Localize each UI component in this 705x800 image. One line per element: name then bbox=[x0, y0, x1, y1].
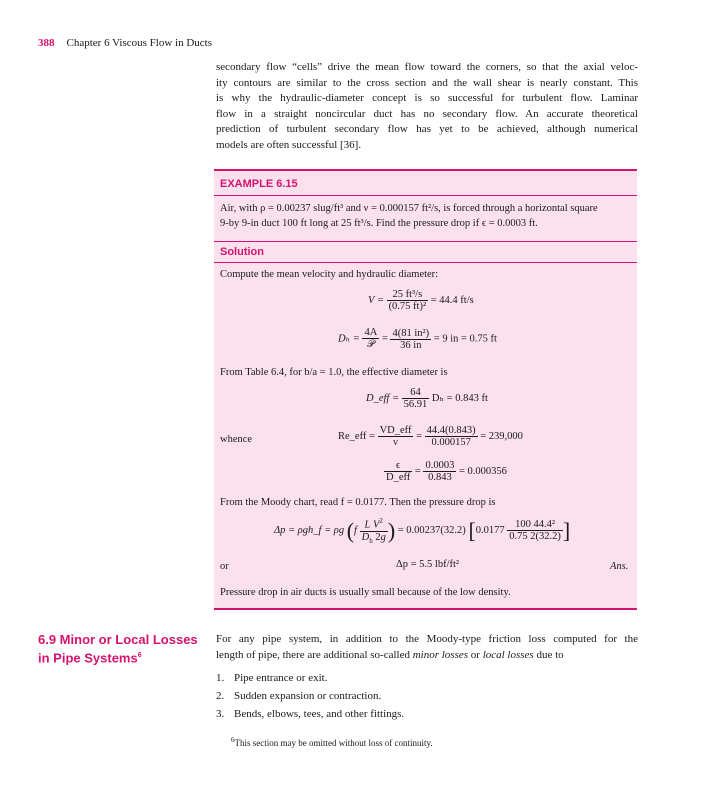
eq-effective-diameter bbox=[366, 387, 488, 410]
fraction bbox=[360, 517, 388, 545]
fraction bbox=[423, 460, 456, 483]
numerator: 44.4(0.843) bbox=[426, 425, 476, 436]
section-heading-line: 6.9 Minor or Local Losses bbox=[38, 632, 198, 647]
closing-text: Pressure drop in air ducts is usually small because of the low density. bbox=[220, 587, 511, 598]
solution-divider-bottom bbox=[214, 262, 637, 263]
intro-line: ity contours are similar to the cross section and the wall shear is nearly constant. This bbox=[216, 76, 638, 89]
solution-divider-top bbox=[214, 241, 637, 242]
intro-paragraph bbox=[216, 60, 638, 153]
eq-lhs: D_eff = bbox=[366, 392, 400, 404]
eq-result: = 44.4 ft/s bbox=[430, 294, 474, 306]
problem-line: Air, with ρ = 0.00237 slug/ft³ and ν = 0.000157 ft²/s, is forced through a horizontal square bbox=[220, 203, 598, 214]
step-2-text: From Table 6.4, for b/a = 1.0, the effective diameter is bbox=[220, 367, 448, 378]
running-header bbox=[38, 33, 212, 51]
example-problem bbox=[220, 201, 632, 231]
eq-velocity bbox=[368, 289, 474, 312]
eq-lhs: Δp = ρgh_f = ρg bbox=[274, 525, 345, 537]
loss-list bbox=[216, 672, 404, 726]
eq-final-result: Δp = 5.5 lbf/ft² bbox=[396, 559, 460, 570]
fraction bbox=[425, 425, 478, 448]
section-line: length of pipe, there are additional so-called minor losses or local losses due to bbox=[216, 648, 564, 661]
numerator: 25 ft³/s bbox=[387, 289, 429, 301]
example-title: EXAMPLE 6.15 bbox=[220, 178, 298, 190]
numerator: VD_eff bbox=[379, 425, 412, 436]
numerator: 64 bbox=[402, 387, 430, 399]
numerator: ϵ bbox=[384, 460, 412, 472]
eq-pressure-drop: Δp = ρgh_f = ρg (f $\frac{L V^2}{D_h 2g}$ ) = 0.00237(32.2) [0.0177 $\frac{\text{100 44.4²}}{0.75 2(32.2)}$ ] bbox=[274, 517, 571, 545]
left-bracket: [ bbox=[468, 517, 476, 543]
eq-lhs: V = bbox=[368, 294, 384, 306]
eq-reynolds bbox=[338, 425, 523, 448]
intro-line: flow in a straight noncircular duct has no secondary flow. An accurate theoretical bbox=[216, 107, 638, 120]
denominator: $D_h$ 2g bbox=[361, 531, 386, 545]
footnote-ref: 6 bbox=[137, 652, 142, 659]
denominator: 𝒫 bbox=[367, 339, 375, 350]
fraction bbox=[390, 328, 431, 351]
step-1-text: Compute the mean velocity and hydraulic diameter: bbox=[220, 269, 439, 280]
left-paren: ( bbox=[346, 517, 355, 543]
fraction bbox=[402, 387, 430, 410]
intro-line: is why the hydraulic-diameter concept is so successful for turbulent flow. Laminar bbox=[216, 92, 638, 104]
denominator: 0.75 2(32.2) bbox=[509, 531, 561, 543]
list-item: 3. Bends, elbows, tees, and other fittings. bbox=[216, 708, 405, 720]
or-label: or bbox=[220, 561, 229, 572]
fraction bbox=[362, 327, 379, 351]
eq-result: Dₕ = 0.843 ft bbox=[431, 392, 488, 404]
eq-lhs: Re_eff = bbox=[338, 430, 375, 442]
eq-hydraulic-diameter bbox=[338, 327, 497, 351]
list-item: 1. Pipe entrance or exit. bbox=[216, 672, 328, 684]
page-number: 388 bbox=[38, 37, 55, 49]
numerator: 100 44.4² bbox=[507, 519, 563, 531]
intro-line: prediction of turbulent secondary flow has yet to be achieved, although numerical bbox=[216, 123, 638, 135]
fraction bbox=[378, 425, 414, 448]
footnote-mark: 6 bbox=[231, 736, 235, 744]
emphasis-local-losses: local losses bbox=[482, 648, 534, 661]
eq-relative-roughness bbox=[384, 460, 507, 483]
equals-sign: = bbox=[414, 465, 421, 477]
section-body bbox=[216, 632, 638, 663]
denominator: 56.91 bbox=[403, 399, 428, 410]
fraction bbox=[507, 519, 563, 542]
numerator: L $V^2$ bbox=[360, 517, 388, 532]
section-heading bbox=[38, 632, 198, 666]
section-heading-line bbox=[38, 648, 198, 666]
equals-sign: = bbox=[381, 333, 388, 345]
example-box bbox=[214, 169, 637, 610]
denominator: (0.75 ft)² bbox=[388, 301, 427, 312]
denominator: 0.000157 bbox=[431, 437, 471, 448]
numerator: 4(81 in²) bbox=[392, 327, 430, 339]
numerator: 4A bbox=[364, 327, 378, 338]
denominator: ν bbox=[393, 437, 398, 448]
numerator: 0.0003 bbox=[425, 460, 455, 471]
eq-coefficient: 0.0177 bbox=[475, 525, 505, 537]
footnote bbox=[231, 736, 433, 748]
chapter-title: Chapter 6 Viscous Flow in Ducts bbox=[66, 37, 212, 49]
denominator: 0.843 bbox=[428, 472, 452, 483]
denominator: D_eff bbox=[386, 472, 411, 483]
equals-sign: = bbox=[416, 430, 422, 442]
eq-mid: = 0.00237(32.2) bbox=[397, 525, 466, 537]
intro-line: secondary flow “cells” drive the mean flow toward the corners, so that the axial veloc- bbox=[216, 61, 638, 73]
intro-line: models are often successful [36]. bbox=[216, 138, 362, 151]
list-item: 2. Sudden expansion or contraction. bbox=[216, 690, 382, 702]
answer-label: Ans. bbox=[610, 561, 629, 572]
eq-lhs: Dₕ = bbox=[338, 333, 360, 345]
fraction bbox=[387, 289, 429, 312]
problem-line: 9-by 9-in duct 100 ft long at 25 ft³/s. Find the pressure drop if ϵ = 0.0003 ft. bbox=[220, 218, 538, 229]
eq-result: = 239,000 bbox=[480, 430, 523, 442]
section-heading-text: in Pipe Systems bbox=[38, 650, 138, 666]
example-divider bbox=[214, 195, 637, 196]
fraction bbox=[384, 460, 412, 483]
eq-result: = 0.000356 bbox=[458, 465, 507, 477]
eq-result: = 9 in = 0.75 ft bbox=[433, 333, 497, 345]
whence-label: whence bbox=[220, 434, 253, 445]
denominator: 36 in bbox=[400, 339, 422, 351]
right-paren: ) bbox=[387, 517, 396, 543]
emphasis-minor-losses: minor losses bbox=[412, 648, 469, 661]
right-bracket: ] bbox=[562, 517, 571, 543]
step-3-text: From the Moody chart, read f = 0.0177. Then the pressure drop is bbox=[220, 497, 496, 508]
footnote-text: This section may be omitted without loss of continuity. bbox=[234, 738, 433, 748]
solution-label: Solution bbox=[220, 246, 264, 258]
section-line: For any pipe system, in addition to the Moody-type friction loss computed for the bbox=[216, 633, 638, 645]
